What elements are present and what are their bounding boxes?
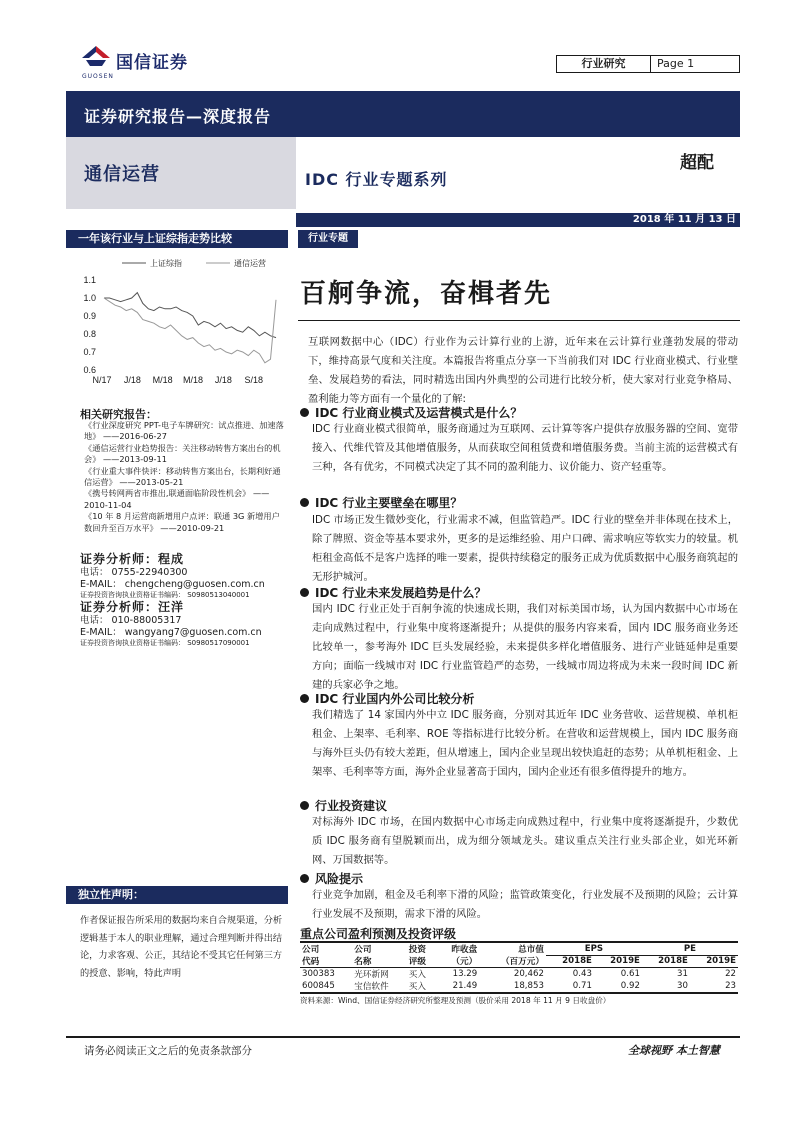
- brand-name: 国信证券: [116, 53, 188, 73]
- headline: 百舸争流，奋楫者先: [300, 279, 553, 309]
- bullet-icon: [300, 588, 309, 597]
- report-category: 行业研究: [557, 56, 651, 72]
- series-line: [104, 298, 276, 363]
- analyst-card: [80, 550, 290, 600]
- bullet-icon: [300, 801, 309, 810]
- table-header: 公司: [300, 942, 352, 955]
- section-heading: [300, 494, 462, 511]
- report-date: 2018 年 11 月 13 日: [632, 214, 736, 225]
- section-title: IDC 行业商业模式及运营模式是什么？: [315, 406, 523, 420]
- table-header: （百万元）: [479, 955, 546, 968]
- bullet-icon: [300, 498, 309, 507]
- analyst-name: 证券分析师：程成: [80, 552, 185, 566]
- table-header-pe: PE: [642, 942, 738, 955]
- header-tab: [556, 55, 740, 73]
- section-title: IDC 行业未来发展趋势是什么？: [315, 586, 487, 600]
- chart-heading: 一年该行业与上证综指走势比较: [66, 230, 288, 248]
- table-cell: 光环新网: [354, 970, 389, 980]
- table-header: 投资: [407, 942, 437, 955]
- forecast-table: [300, 941, 738, 994]
- analyst-license: 证券投资咨询执业资格证书编码： S0980517090001: [80, 639, 250, 647]
- legend-label: 上证综指: [150, 259, 182, 268]
- table-header: 2018E: [642, 955, 690, 968]
- related-reports-list: [84, 420, 284, 534]
- y-tick-label: 0.6: [83, 365, 96, 375]
- section-body: IDC 市场正发生微妙变化，行业需求不减，但监管趋严。IDC 行业的壁垒并非体现在技术上，除了牌照、资金等基本要求外，更多的是运维经验、用户口碑、需求响应等软实力的较量。机柜租金高低不是客户选择的唯一要素，提供持续稳定的服务正成为优质数据中心服务商筑起的无形护城河。: [312, 514, 738, 583]
- section-heading: [300, 870, 363, 887]
- table-header: 2019E: [690, 955, 738, 968]
- x-tick-label: J/18: [123, 375, 141, 385]
- x-tick-label: M/18: [183, 375, 204, 385]
- section-body: 国内 IDC 行业正处于百舸争流的快速成长期，我们对标美国市场，认为国内数据中心市场在走向成熟过程中，行业集中度将逐渐提升；从提供的服务内容来看，国内 IDC 服务商业务还比较单一，参考海外 IDC 巨头发展经验，未来提供多样化增值服务、进行产业链延伸是重要方向；面临一线城市对 IDC 行业监管趋严的态势，一线城市周边将成为未来一段时间 IDC 新建的兵家必争之地。: [312, 603, 738, 691]
- section-title: IDC 行业主要壁垒在哪里？: [315, 496, 463, 510]
- table-cell: 31: [677, 969, 688, 979]
- brand-logo: [82, 46, 232, 82]
- sector-name: 通信运营: [84, 164, 160, 185]
- headline-rule: [298, 320, 740, 321]
- table-header: 2018E: [546, 955, 594, 968]
- y-tick-label: 0.8: [83, 329, 96, 339]
- table-cell: 买入: [408, 970, 426, 980]
- table-row: [300, 980, 738, 993]
- related-report-item: 《行业重大事件快评：移动转售方案出台，长期利好通信运营》 ——2013-05-21: [84, 465, 281, 488]
- x-tick-label: S/18: [244, 375, 263, 385]
- series-line: [104, 293, 276, 338]
- analyst-name: 证券分析师：汪洋: [80, 600, 185, 614]
- table-header: 总市值: [479, 942, 546, 955]
- table-header: 昨收盘: [437, 942, 479, 955]
- slogan: 全球视野 本土智慧: [628, 1044, 720, 1057]
- disclaimer-note: 请务必阅读正文之后的免责条款部分: [84, 1045, 252, 1057]
- table-header: 评级: [407, 955, 437, 968]
- table-source: 资料来源：Wind、国信证券经济研究所整理及预测（股价采用 2018 年 11 月 9 日收盘价）: [300, 996, 611, 1005]
- bullet-icon: [300, 694, 309, 703]
- forecast-table-title: 重点公司盈利预测及投资评级: [300, 927, 457, 941]
- table-cell: 买入: [407, 980, 437, 993]
- section-heading: [300, 584, 486, 601]
- analyst-phone: 电话： 0755-22940300: [80, 567, 188, 578]
- footer-rule: [66, 1036, 740, 1038]
- analyst-card: [80, 598, 290, 648]
- table-cell: 0.71: [546, 980, 594, 993]
- section-title: IDC 行业国内外公司比较分析: [315, 692, 475, 706]
- industry-rating: 超配: [680, 153, 714, 173]
- x-tick-label: N/17: [92, 375, 112, 385]
- related-report-item: 《行业深度研究 PPT-电子车牌研究：试点推进、加速落地》 ——2016-06-27: [84, 420, 284, 442]
- related-reports-title: 相关研究报告：: [80, 408, 157, 421]
- table-header: 2019E: [594, 955, 642, 968]
- legend-label: 通信运营: [234, 259, 266, 268]
- table-header: 公司: [352, 942, 407, 955]
- section-heading: [300, 690, 474, 707]
- related-report-item: 《携号转网两省市推出,联通面临阶段性机会》 ——2010-11-04: [84, 488, 270, 510]
- table-cell: 600845: [300, 980, 352, 993]
- y-tick-label: 1.1: [83, 275, 96, 285]
- y-tick-label: 1.0: [83, 293, 96, 303]
- y-tick-label: 0.9: [83, 311, 96, 321]
- section-title: 风险提示: [315, 872, 364, 886]
- section-heading: [300, 797, 387, 814]
- table-row: [300, 968, 738, 981]
- table-cell: 23: [690, 980, 738, 993]
- x-tick-label: J/18: [214, 375, 232, 385]
- independence-heading: 独立性声明：: [66, 886, 288, 904]
- table-cell: 30: [642, 980, 690, 993]
- table-cell: 300383: [302, 969, 335, 979]
- analyst-phone: 电话： 010-88005317: [80, 615, 182, 626]
- report-series: IDC 行业专题系列: [305, 170, 448, 189]
- section-heading: [300, 404, 522, 421]
- related-report-item: 《10 年 8 月运营商新增用户点评：联通 3G 新增用户数回升至百万水平》 ——2010-09-21: [84, 511, 280, 533]
- brand-name-en: GUOSEN: [82, 73, 114, 80]
- section-body: 对标海外 IDC 市场，在国内数据中心市场走向成熟过程中，行业集中度将逐渐提升，少数优质 IDC 服务商有望脱颖而出，成为细分领域龙头。建议重点关注行业头部企业，如光环新网、万国数据等。: [312, 816, 738, 866]
- section-body: 行业竞争加剧，租金及毛利率下滑的风险；监管政策变化，行业发展不及预期的风险；云计算行业发展不及预期，需求下滑的风险。: [312, 889, 738, 920]
- table-cell: 13.29: [452, 969, 478, 979]
- table-header: 代码: [300, 955, 352, 968]
- table-cell: 22: [725, 969, 736, 979]
- section-body: IDC 行业商业模式很简单，服务商通过为互联网、云计算等客户提供存放服务器的空间、宽带接入、代维代管及其他增值服务，从而获取空间租赁费和增值服务费。当前主流的运营模式有三种，各有优劣，不同模式决定了其不同的盈利能力、议价能力、资产轻重等。: [312, 423, 738, 473]
- section-body: 我们精选了 14 家国内外中立 IDC 服务商，分别对其近年 IDC 业务营收、运营规模、单机柜租金、上架率、毛利率、ROE 等指标进行比较分析。在营收和运营规模上，国内 IDC 服务商与海外巨头仍有较大差距，但从增速上，国内企业呈现出较快追赶的态势；从单机柜租金、上架率、毛利率等方面，海外企业显著高于国内，国内企业还有很多值得提升的地方。: [312, 709, 738, 778]
- table-cell: 宝信软件: [352, 980, 407, 993]
- analyst-email[interactable]: E-MAIL： chengcheng@guosen.com.cn: [80, 578, 265, 590]
- table-cell: 18,853: [479, 980, 546, 993]
- table-cell: 0.43: [572, 969, 592, 979]
- table-cell: 0.61: [620, 969, 640, 979]
- table-header: 名称: [352, 955, 407, 968]
- topic-tag: 行业专题: [298, 230, 358, 248]
- independence-statement: 作者保证报告所采用的数据均来自合规渠道，分析逻辑基于本人的职业理解，通过合理判断并得出结论，力求客观、公正，其结论不受其它任何第三方的授意、影响，特此声明: [80, 915, 283, 979]
- intro-paragraph: 互联网数据中心（IDC）行业作为云计算行业的上游，近年来在云计算行业蓬勃发展的带动下，维持高景气度和关注度。本篇报告将重点分享一下当前我们对 IDC 行业商业模式、行业壁垒、发展趋势的看法，同时精选出国内外典型的公司进行比较分析，使大家对行业竞争格局、盈利能力等方面有一个量化的了解:: [308, 336, 738, 405]
- table-cell: 0.92: [594, 980, 642, 993]
- y-tick-label: 0.7: [83, 347, 96, 357]
- report-type: 证券研究报告—深度报告: [84, 107, 272, 126]
- guosen-logo-icon: [82, 46, 110, 72]
- bullet-icon: [300, 408, 309, 417]
- trend-chart: [66, 250, 288, 390]
- analyst-license: 证券投资咨询执业资格证书编码： S0980513040001: [80, 591, 250, 599]
- page-number: Page 1: [657, 57, 695, 70]
- bullet-icon: [300, 874, 309, 883]
- analyst-email[interactable]: E-MAIL： wangyang7@guosen.com.cn: [80, 626, 262, 638]
- table-cell: 20,462: [513, 969, 544, 979]
- section-title: 行业投资建议: [315, 799, 388, 813]
- table-header-eps: EPS: [546, 942, 642, 955]
- table-cell: 21.49: [437, 980, 479, 993]
- x-tick-label: M/18: [152, 375, 173, 385]
- table-header: （元）: [437, 955, 479, 968]
- related-report-item: 《通信运营行业趋势报告：关注移动转售方案出台的机会》 ——2013-09-11: [84, 442, 281, 465]
